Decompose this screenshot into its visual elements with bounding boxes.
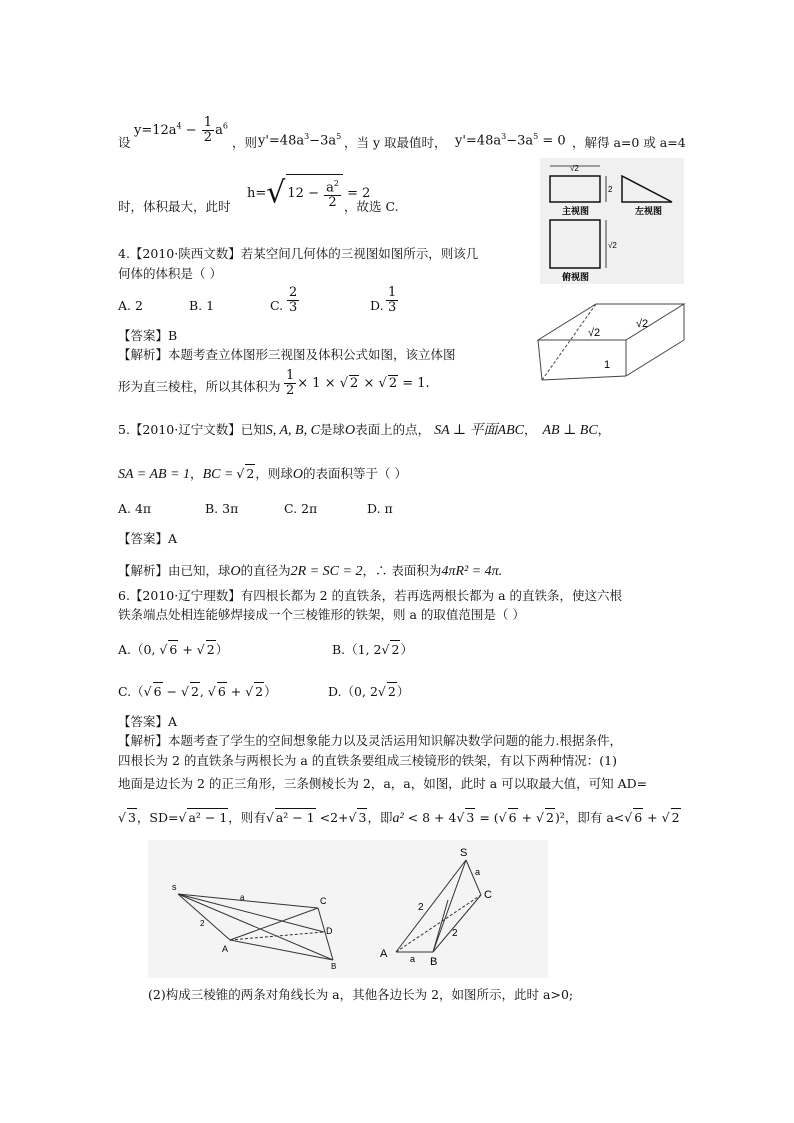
sec3-when-max: ，当 y 取最值时， [344, 135, 447, 150]
q4-analysis-line2: 形为直三棱柱，所以其体积为 [118, 379, 281, 394]
q4-option-d: D. [370, 298, 384, 313]
right-C-label: C [484, 889, 492, 901]
three-views-figure [540, 158, 684, 284]
q4-stem-line1: 4.【2010·陕西文数】若某空间几何体的三视图如图所示，则该几 [118, 246, 479, 261]
q4-answer: 【答案】B [118, 328, 178, 343]
right-a-label-1: a [475, 867, 481, 877]
right-two-label-2: 2 [452, 928, 458, 939]
q6-stem-line2: 铁条端点处相连能够焊接成一个三棱锥形的铁架，则 a 的取值范围是（ ） [118, 607, 525, 622]
sec3-y-formula: $y=12a^4$ − $\frac{1}{2}$ $a^6$ [134, 115, 228, 145]
sec3-h-formula: h=√ 12 − $\frac{a^2}{2}$ = 2 [247, 175, 371, 211]
q4-option-c-frac: $\frac{2}{3}$ [289, 285, 298, 315]
q6-option-c: C.（√ 6 − √ 2, √ 6 + √ 2） [118, 684, 277, 699]
left-B-label: B [331, 962, 337, 971]
q4-analysis-line1: 【解析】本题考查立体图形三视图及体积公式如图，该立体图 [118, 347, 456, 362]
left-a-label: a [240, 893, 245, 902]
prism-sqrt2-a: √2 [588, 327, 601, 339]
prism-one: 1 [604, 359, 611, 371]
q5-answer: 【答案】A [118, 531, 178, 546]
left-two-label: 2 [200, 919, 205, 928]
sec3-line2: 时，体积最大，此时 [118, 199, 231, 214]
q4-option-c: C. [270, 298, 284, 313]
q6-option-a: A.（0, √ 6 + √ 2） [118, 642, 229, 657]
left-view-caption: 左视图 [635, 206, 663, 216]
left-D-label: D [326, 926, 333, 936]
top-view-caption: 俯视图 [562, 272, 590, 282]
right-a-label-2: a [410, 954, 416, 964]
q6-analysis-line4: √ 3，SD=√ a² − 1，则有√ a² − 1 <2+√ 3，即a² < 8 + 4√ 3 = (√ 6 + √ 2)²，即有 a<√ 6 + √ 2 [118, 810, 680, 826]
q6-option-d: D.（0, 2√ 2） [328, 684, 410, 699]
q6-case2: (2)构成三棱锥的两条对角线长为 a，其他各边长为 2，如图所示，此时 a>0; [148, 987, 574, 1002]
top-sqrt2-label: √2 [608, 241, 617, 250]
q6-option-b: B.（1, 2√ 2） [332, 642, 413, 657]
right-S-label: S [460, 847, 468, 859]
q6-stem-line1: 6.【2010·辽宁理数】有四根长都为 2 的直铁条，若再选两根长都为 a 的直铁条，使这六根 [118, 588, 623, 603]
q5-option-d: D. π [367, 501, 393, 516]
sec3-solve: ，解得 a=0 或 a=4 [572, 135, 686, 150]
sec3-choose: ，故选 C. [344, 199, 399, 214]
q4-stem-line2: 何体的体积是（ ） [118, 266, 222, 281]
q5-stem-line1: 5.【2010·辽宁文数】已知S, A, B, C是球O表面上的点， SA ⊥ 平面ABC， AB ⊥ BC， [118, 422, 611, 438]
q5-stem-line2: SA = AB = 1，BC = √ 2，则球O的表面积等于（ ） [118, 466, 407, 482]
q6-analysis-line3: 地面是边长为 2 的正三角形，三条侧棱长为 2，a，a，如图，此时 a 可以取最大值，可知 AD= [118, 776, 648, 791]
right-A-label: A [380, 948, 388, 960]
q5-analysis: 【解析】由已知，球O的直径为2R = SC = 2，∴ 表面积为4πR² = 4π. [118, 563, 503, 579]
front-view-caption: 主视图 [562, 206, 590, 216]
q4-option-a: A. 2 [118, 298, 143, 313]
q4-option-b: B. 1 [189, 298, 215, 313]
q6-figures-background [148, 840, 548, 978]
q6-analysis-line1: 【解析】本题考查了学生的空间想象能力以及灵活运用知识解决数学问题的能力.根据条件， [118, 733, 622, 748]
q6-figures [148, 840, 548, 978]
q4-option-d-frac: $\frac{1}{3}$ [388, 285, 397, 315]
q5-option-b: B. 3π [205, 501, 239, 516]
sec3-derivative: $y'=48a^3-3a^5$ [258, 132, 342, 149]
sec3-she: 设 [118, 135, 131, 150]
figure-background [540, 158, 684, 284]
left-A-label: A [222, 944, 229, 954]
q5-option-c: C. 2π [284, 501, 318, 516]
right-B-label: B [430, 956, 438, 968]
prism-sqrt2-b: √2 [636, 318, 649, 330]
q5-option-a: A. 4π [118, 501, 152, 516]
q4-volume-formula: $\frac{1}{2}$ × 1 × √ 2 × √ 2 = 1. [286, 368, 430, 398]
q6-answer: 【答案】A [118, 714, 178, 729]
prism-figure [528, 296, 688, 386]
front-two-label: 2 [608, 185, 613, 194]
left-S-label: s [172, 882, 177, 892]
sec3-derivative-zero: $y'=48a^3-3a^5 = 0$ [455, 132, 566, 149]
left-C-label: C [320, 896, 327, 906]
q6-analysis-line2: 四根长为 2 的直铁条与两根长为 a 的直铁条要组成三棱镜形的铁架，有以下两种情况：(1) [118, 753, 618, 768]
sec3-then: ，则 [232, 135, 258, 150]
front-sqrt2-label: √2 [570, 164, 579, 173]
right-two-label-1: 2 [418, 902, 424, 913]
